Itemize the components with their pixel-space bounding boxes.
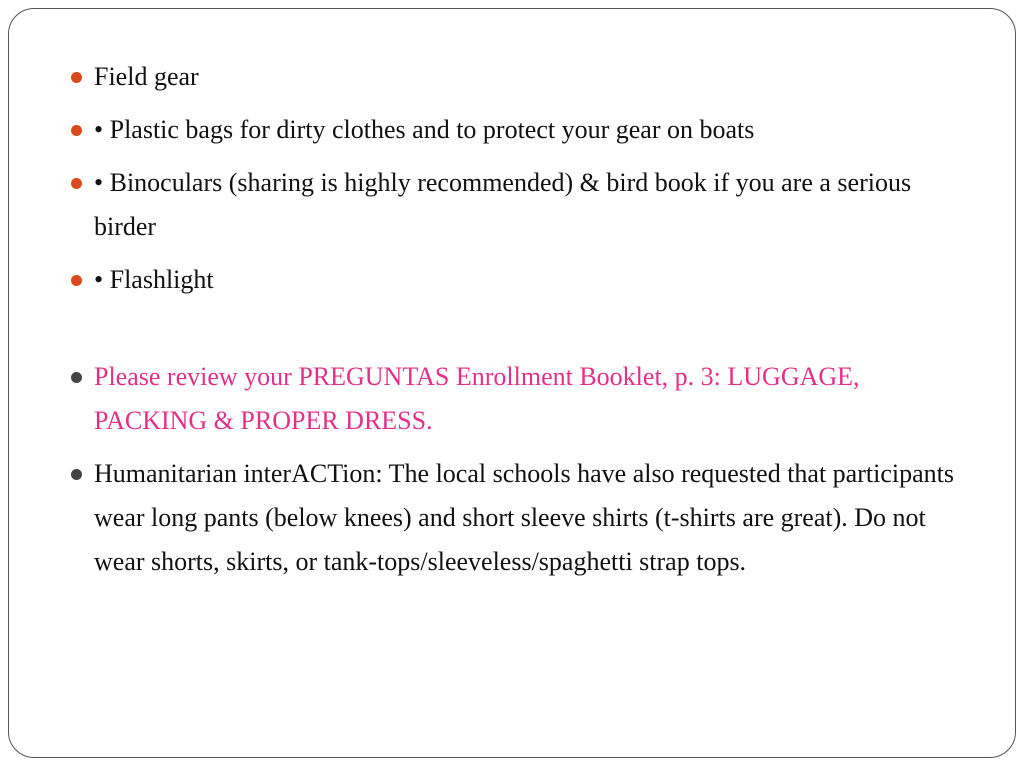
- bullet-text: Field gear: [94, 62, 199, 91]
- bullet-dot-icon: [71, 275, 82, 286]
- bullet-item-flashlight: [71, 258, 971, 302]
- bullet-item-plastic-bags: [71, 108, 971, 152]
- bullet-item-field-gear: [71, 55, 971, 99]
- bullet-text-highlight: Please review your PREGUNTAS Enrollment Booklet, p. 3: LUGGAGE, PACKING & PROPER DRESS.: [94, 362, 860, 435]
- slide-frame: [8, 8, 1016, 758]
- bullet-item-binoculars: [71, 161, 971, 249]
- bullet-dot-icon: [71, 178, 82, 189]
- bullet-text: • Binoculars (sharing is highly recommended) & bird book if you are a serious birder: [94, 168, 912, 241]
- bullet-item-booklet-note: [71, 355, 971, 443]
- bullet-dot-icon: [71, 469, 82, 480]
- bullet-text: • Plastic bags for dirty clothes and to protect your gear on boats: [94, 115, 755, 144]
- bullet-list: [71, 55, 971, 593]
- bullet-dot-icon: [71, 72, 82, 83]
- bullet-text: Humanitarian interACTion: The local schools have also requested that participants wear long pants (below knees) and short sleeve shirts (t-shirts are great). Do not wear shorts, skirts, or tank-tops/sleeveless/spaghetti strap tops.: [94, 459, 954, 576]
- bullet-text: • Flashlight: [94, 265, 214, 294]
- bullet-item-humanitarian: [71, 452, 971, 584]
- bullet-dot-icon: [71, 372, 82, 383]
- bullet-dot-icon: [71, 125, 82, 136]
